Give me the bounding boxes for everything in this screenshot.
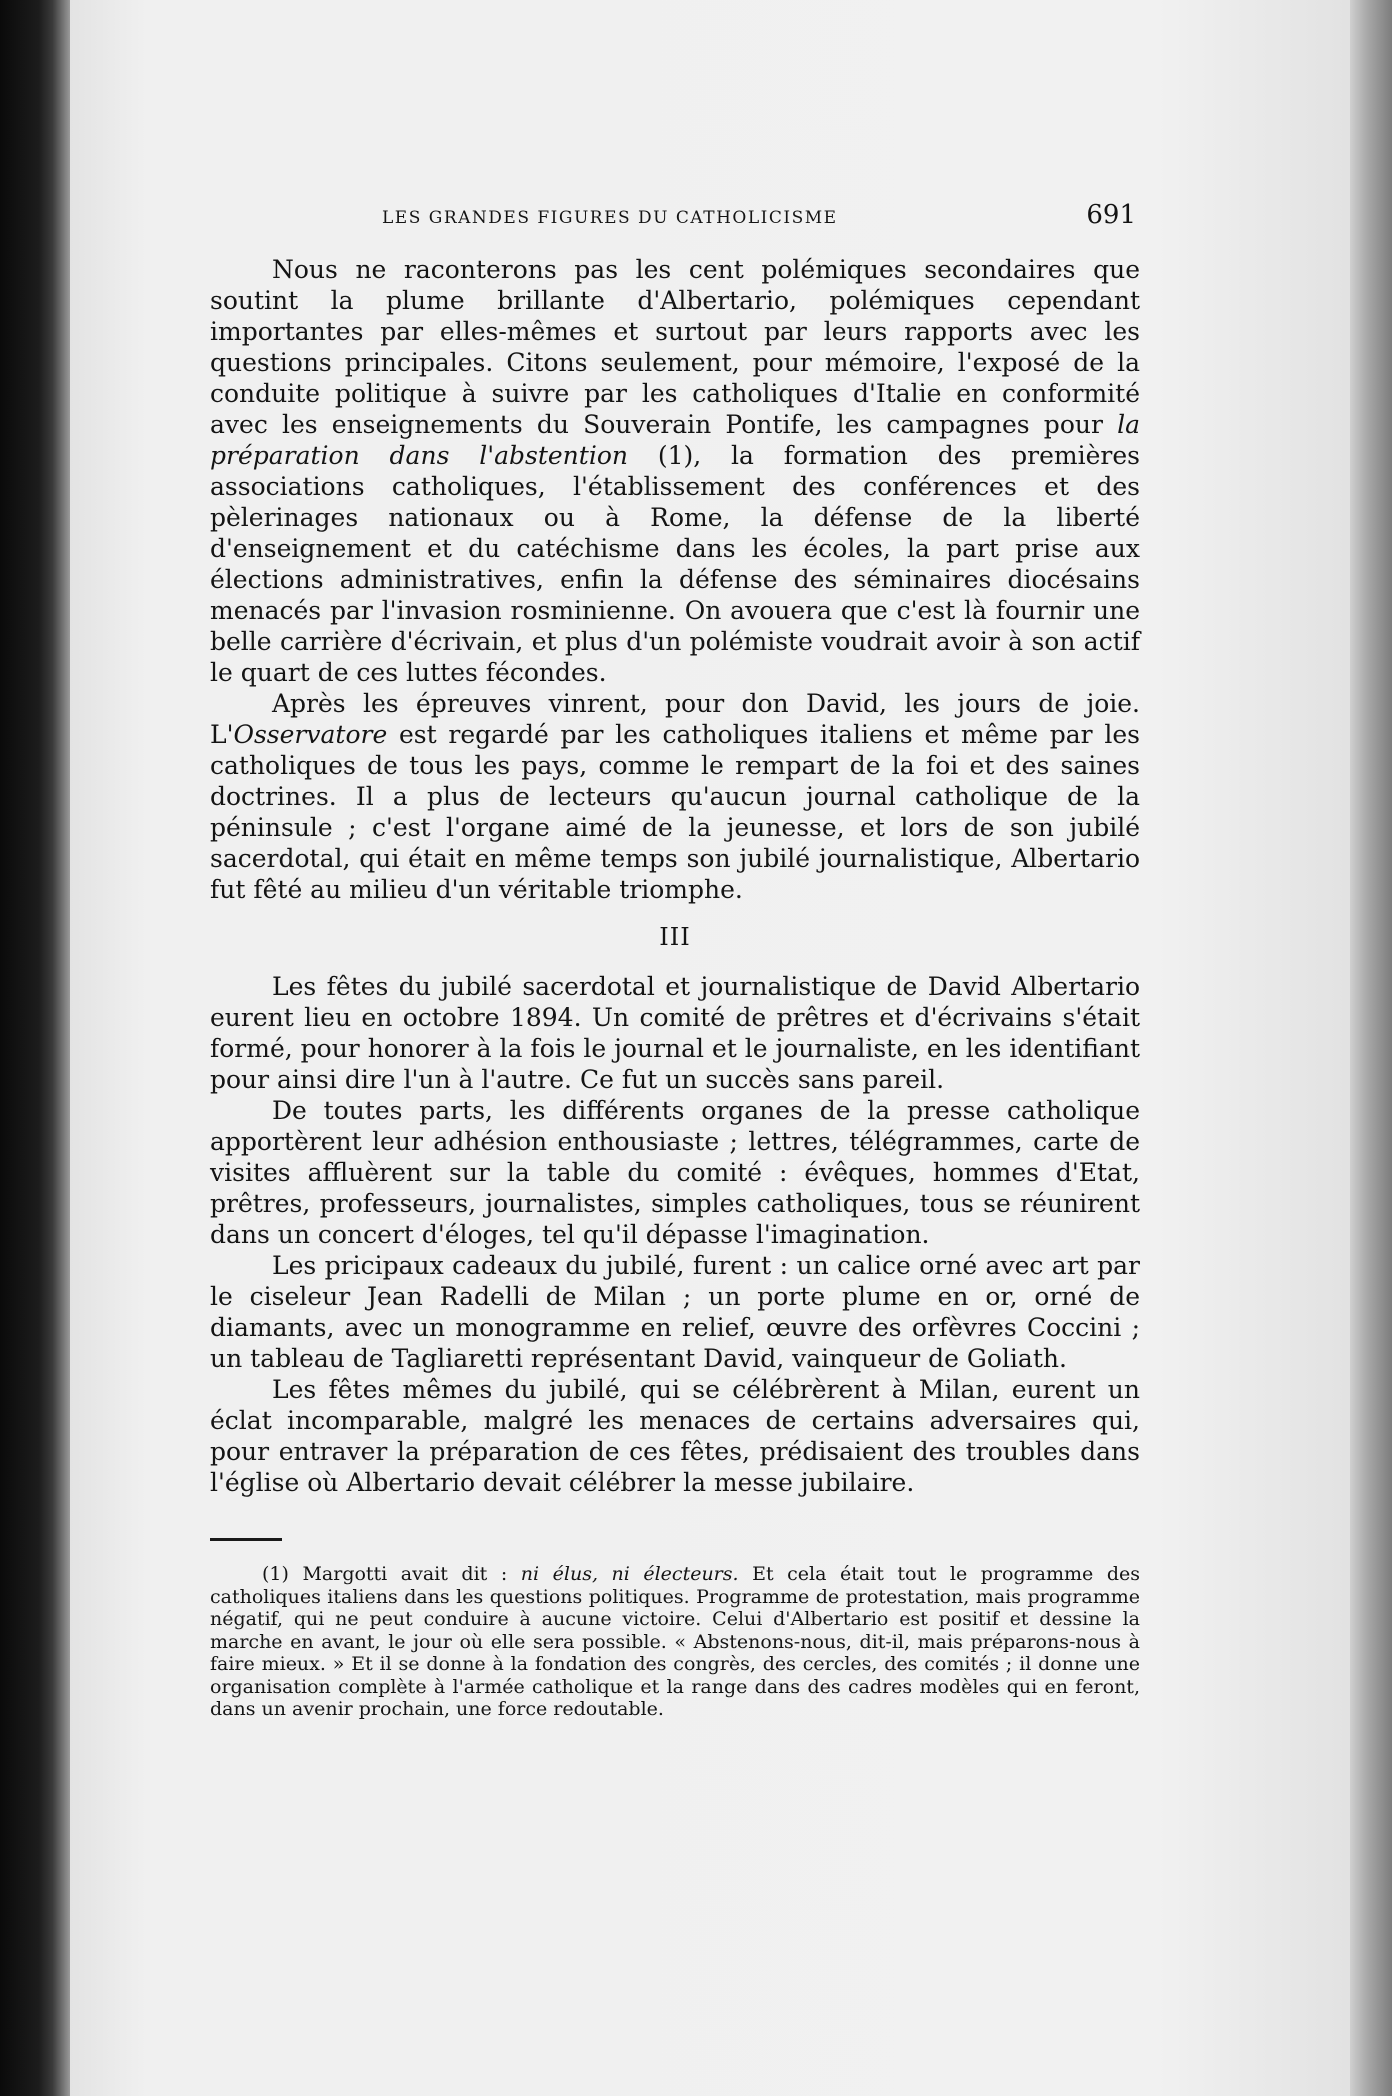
- paragraph-2-text-a: Après les épreuves vinrent, pour don David, les jours de joie. L': [210, 689, 1140, 749]
- footnote-text-b: Et cela était tout le programme des catholiques italiens dans les questions politiques. Programme de protestation, mais programme négatif, qui ne peut conduire à aucune victoire. Celui d'Albertario est positif et dessine la marche en avant, le jour où elle sera possible. « Abstenons-nous, dit-il, mais préparons-nous à faire mieux. » Et il se donne à la fondation des congrès, des cercles, des comités ; il donne une organisation complète à l'armée catholique et la range dans des cadres modèles qui en feront, dans un avenir prochain, une force redoutable.: [210, 1563, 1140, 1720]
- paragraph-5: Les pricipaux cadeaux du jubilé, furent : un calice orné avec art par le ciseleur Jean Radelli de Milan ; un porte plume en or, orné de diamants, avec un monogramme en relief, œuvre des orfèvres Coccini ; un tableau de Tagliaretti représentant David, vainqueur de Goliath.: [210, 1251, 1140, 1373]
- paragraph-2-text-b: est regardé par les catholiques italiens et même par les catholiques de tous les pays, comme le rempart de la foi et des saines doctrines. Il a plus de lecteurs qu'aucun journal catholique de la péninsule ; c'est l'organe aimé de la jeunesse, et lors de son jubilé sacerdotal, qui était en même temps son jubilé journalistique, Albertario fut fêté au milieu d'un véritable triomphe.: [210, 720, 1140, 904]
- paragraph-1-italic: la préparation dans l'abstention: [210, 410, 1140, 470]
- running-head: LES GRANDES FIGURES DU CATHOLICISME: [382, 208, 838, 228]
- paragraph-2: [210, 688, 1140, 905]
- paragraph-2-italic: Osservatore: [233, 720, 388, 749]
- footnote-text-a: (1) Margotti avait dit :: [262, 1563, 521, 1585]
- scan-left-margin: [0, 0, 70, 2096]
- page-header: [210, 200, 1140, 240]
- paragraph-1-text-a: Nous ne raconterons pas les cent polémiques secondaires que soutint la plume brillante d'Albertario, polémiques cependant importantes par elles-mêmes et surtout par leurs rapports avec les questions principales. Citons seulement, pour mémoire, l'exposé de la conduite politique à suivre par les catholiques d'Italie en conformité avec les enseignements du Souverain Pontife, les campagnes pour: [210, 255, 1140, 439]
- paragraph-1: [210, 254, 1140, 688]
- paragraph-3: Les fêtes du jubilé sacerdotal et journalistique de David Albertario eurent lieu en octobre 1894. Un comité de prêtres et d'écrivains s'était formé, pour honorer à la fois le journal et le journaliste, en les identifiant pour ainsi dire l'un à l'autre. Ce fut un succès sans pareil.: [210, 972, 1140, 1094]
- footnote: [210, 1563, 1140, 1721]
- section-heading: III: [659, 923, 691, 951]
- scan-right-edge: [1350, 0, 1392, 2096]
- page-content: [210, 200, 1140, 1721]
- footnote-text: [210, 1563, 1140, 1721]
- footnote-italic: ni élus, ni électeurs.: [520, 1563, 739, 1585]
- paragraph-6: Les fêtes mêmes du jubilé, qui se célébrèrent à Milan, eurent un éclat incomparable, malgré les menaces de certains adversaires qui, pour entraver la préparation de ces fêtes, prédisaient des troubles dans l'église où Albertario devait célébrer la messe jubilaire.: [210, 1375, 1140, 1497]
- paragraph-1-text-b: (1), la formation des premières associations catholiques, l'établissement des conférences et des pèlerinages nationaux ou à Rome, la défense de la liberté d'enseignement et du catéchisme dans les écoles, la part prise aux élections administratives, enfin la défense des séminaires diocésains menacés par l'invasion rosminienne. On avouera que c'est là fournir une belle carrière d'écrivain, et plus d'un polémiste voudrait avoir à son actif le quart de ces luttes fécondes.: [210, 441, 1140, 687]
- paragraph-4: De toutes parts, les différents organes de la presse catholique apportèrent leur adhésion enthousiaste ; lettres, télégrammes, carte de visites affluèrent sur la table du comité : évêques, hommes d'Etat, prêtres, professeurs, journalistes, simples catholiques, tous se réunirent dans un concert d'éloges, tel qu'il dépasse l'imagination.: [210, 1096, 1140, 1249]
- page-number: 691: [1086, 200, 1136, 230]
- footnote-rule: [210, 1538, 282, 1541]
